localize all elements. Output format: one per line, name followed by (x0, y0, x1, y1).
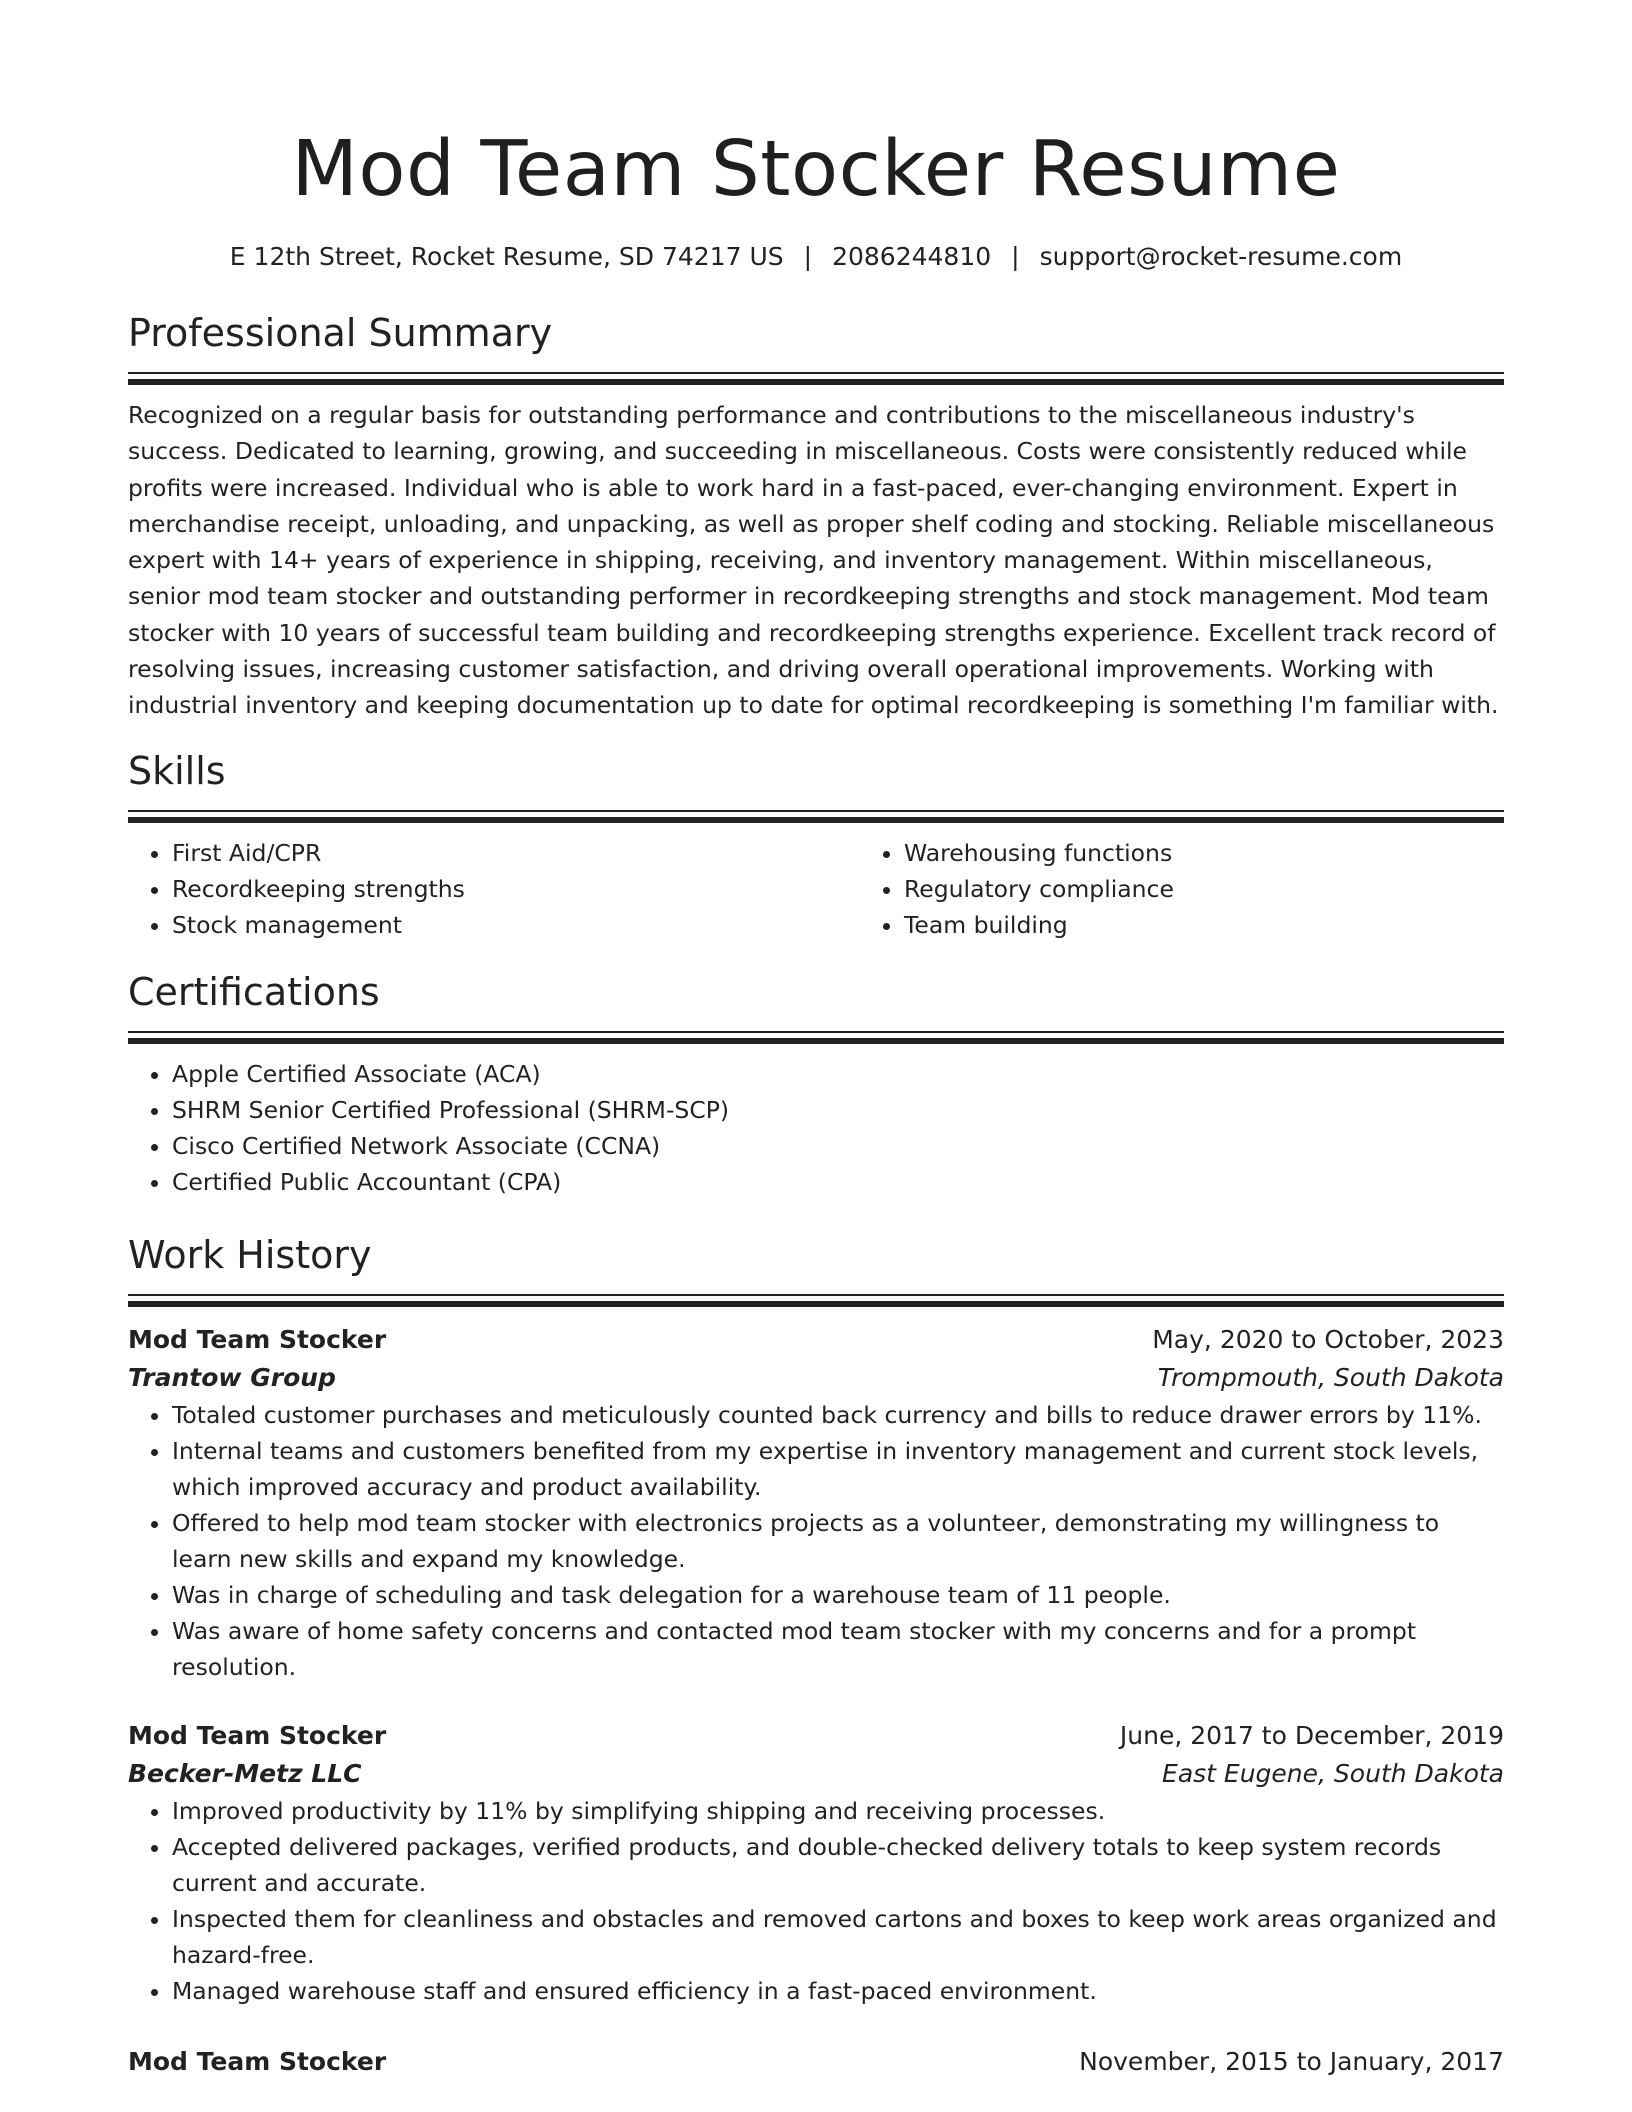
job-bullet-list (128, 1793, 1504, 2009)
certifications-list (128, 1056, 1504, 1200)
contact-email: support@rocket-resume.com (1039, 242, 1403, 271)
job-title: Mod Team Stocker (128, 2046, 387, 2076)
job-company: Becker-Metz LLC (128, 1758, 362, 1788)
certifications-section (128, 967, 1504, 1200)
skills-list-right (860, 835, 1592, 943)
job-bullet: • Was aware of home safety concerns and contacted mod team stocker with my concerns and for a prompt resolution. (172, 1613, 1504, 1685)
job-dates: May, 2020 to October, 2023 (1152, 1324, 1504, 1354)
section-title-summary: Professional Summary (128, 311, 553, 355)
summary-text: Recognized on a regular basis for outstanding performance and contributions to the miscellaneous industry's success. Dedicated to learning, growing, and succeeding in miscellaneous. Costs were consistently reduced while profits were increased. Individual who is able to work hard in a fast-paced, ever-changing environment. Expert in merchandise receipt, unloading, and unpacking, as well as proper shelf coding and stocking. Reliable miscellaneous expert with 14+ years of experience in shipping, receiving, and inventory management. Within miscellaneous, senior mod team stocker and outstanding performer in recordkeeping strengths and stock management. Mod team stocker with 10 years of successful team building and recordkeeping strengths experience. Excellent track record of resolving issues, increasing customer satisfaction, and driving overall operational improvements. Working with industrial inventory and keeping documentation up to date for optimal recordkeeping is something I'm familiar with. (128, 401, 1499, 720)
section-title-work-history: Work History (128, 1232, 372, 1277)
certification-item: • Cisco Certified Network Associate (CCNA) (172, 1128, 1504, 1164)
job-title: Mod Team Stocker (128, 1324, 387, 1354)
job-bullet: • Totaled customer purchases and meticulously counted back currency and bills to reduce drawer errors by 11%. (172, 1397, 1504, 1433)
job-bullet: • Was in charge of scheduling and task delegation for a warehouse team of 11 people. (172, 1577, 1504, 1613)
section-title-certifications: Certifications (128, 969, 380, 1014)
section-divider (128, 1031, 1504, 1042)
work-history-section (128, 1230, 1504, 2081)
job-entry (128, 1717, 1504, 2009)
skill-item: • Recordkeeping strengths (172, 871, 860, 907)
contact-phone: 2086244810 (832, 242, 992, 271)
job-company: Trantow Group (128, 1362, 336, 1392)
job-entry (128, 2043, 1504, 2081)
contact-line (128, 240, 1504, 274)
skill-item: • Regulatory compliance (904, 871, 1592, 907)
skill-item: • Team building (904, 907, 1592, 943)
job-bullet: • Accepted delivered packages, verified products, and double-checked delivery totals to keep system records current and accurate. (172, 1829, 1504, 1901)
job-bullet: • Improved productivity by 11% by simplifying shipping and receiving processes. (172, 1793, 1504, 1829)
job-dates: November, 2015 to January, 2017 (1079, 2046, 1504, 2076)
section-divider (128, 372, 1504, 383)
job-header-row (128, 1717, 1504, 1755)
job-bullet: • Managed warehouse staff and ensured efficiency in a fast-paced environment. (172, 1973, 1504, 2009)
section-divider (128, 810, 1504, 821)
skills-grid (128, 835, 1504, 943)
job-subheader-row (128, 1359, 1504, 1397)
resume-title: Mod Team Stocker Resume (291, 125, 1341, 214)
job-entry (128, 1321, 1504, 1685)
skill-item: • Stock management (172, 907, 860, 943)
skill-item: • Warehousing functions (904, 835, 1592, 871)
skill-item: • First Aid/CPR (172, 835, 860, 871)
job-dates: June, 2017 to December, 2019 (1119, 1720, 1504, 1750)
section-title-skills: Skills (128, 748, 226, 793)
certification-item: • Apple Certified Associate (ACA) (172, 1056, 1504, 1092)
job-header-row (128, 1321, 1504, 1359)
skills-section (128, 746, 1504, 943)
job-subheader-row (128, 1755, 1504, 1793)
job-bullet: • Inspected them for cleanliness and obstacles and removed cartons and boxes to keep work areas organized and hazard-free. (172, 1901, 1504, 1973)
summary-section (128, 308, 1504, 724)
contact-separator: | (803, 242, 813, 271)
certification-item: • Certified Public Accountant (CPA) (172, 1164, 1504, 1200)
job-location: Trompmouth, South Dakota (1157, 1362, 1504, 1392)
job-bullet: • Offered to help mod team stocker with electronics projects as a volunteer, demonstrating my willingness to learn new skills and expand my knowledge. (172, 1505, 1504, 1577)
job-header-row (128, 2043, 1504, 2081)
job-bullet-list (128, 1397, 1504, 1685)
job-title: Mod Team Stocker (128, 1720, 387, 1750)
job-location: East Eugene, South Dakota (1162, 1758, 1504, 1788)
contact-address: E 12th Street, Rocket Resume, SD 74217 US (229, 242, 784, 271)
job-bullet: • Internal teams and customers benefited from my expertise in inventory management and current stock levels, which improved accuracy and product availability. (172, 1433, 1504, 1505)
contact-separator: | (1011, 242, 1020, 271)
section-divider (128, 1294, 1504, 1305)
skills-list-left (128, 835, 860, 943)
certification-item: • SHRM Senior Certified Professional (SHRM-SCP) (172, 1092, 1504, 1128)
